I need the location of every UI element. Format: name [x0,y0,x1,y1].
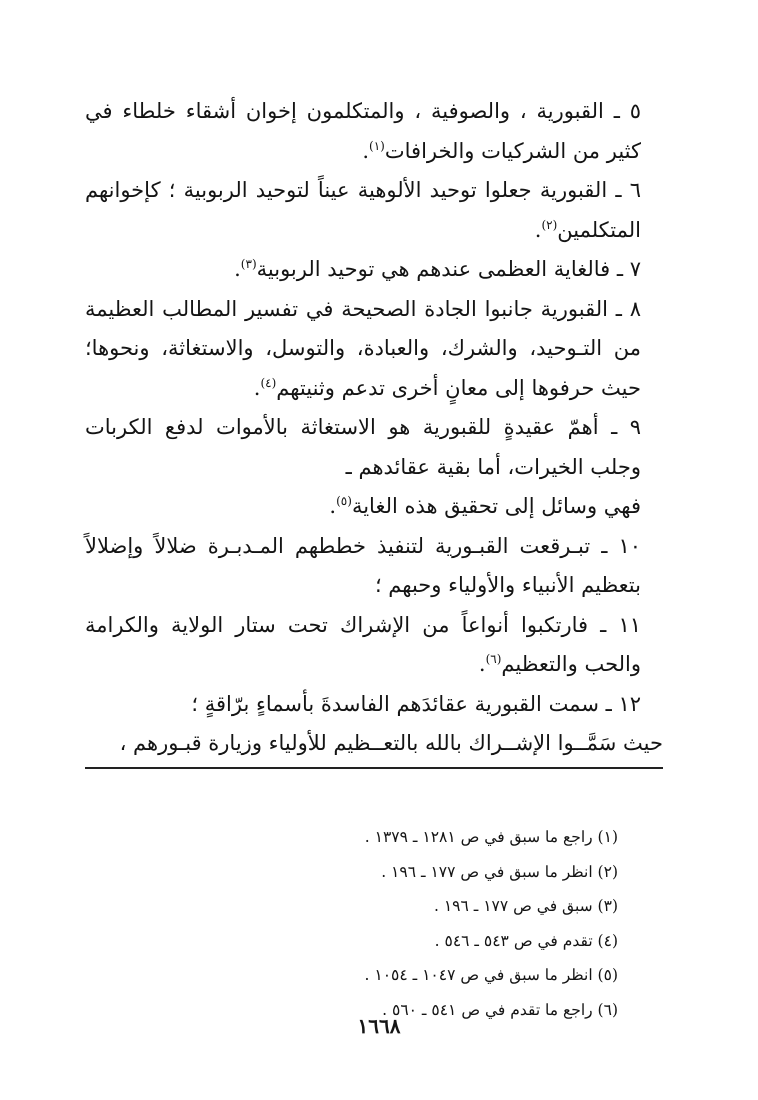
page-number: ١٦٦٨ [357,1014,401,1038]
paragraph-text: ٧ ـ فالغاية العظمى عندهم هي توحيد الربوبية [256,257,641,281]
paragraph-text: ٨ ـ القبورية جانبوا الجادة الصحيحة في تفسير المطالب العظيمة من التـوحيد، والشرك، والعبادة، والتوسل، والاستغاثة، ونحوها؛ حيث حرفوها إلى معانٍ أخرى تدعم وثنيتهم [85,296,641,400]
paragraph-5 [85,92,663,171]
paragraph-text: ١١ ـ فارتكبوا أنواعاً من الإشراك تحت ستار الولاية والكرامة والحب والتعظيم [85,612,641,676]
paragraph-12 [85,685,663,725]
paragraph-end: . [329,494,337,518]
footnote-6: (٦) راجع ما تقدم في ص ٥٤١ ـ ٥٦٠ . [382,1000,618,1019]
paragraph-text: فهي وسائل إلى تحقيق هذه الغاية [351,494,641,518]
footnotes [148,820,618,1027]
paragraph-text: ٥ ـ القبورية ، والصوفية ، والمتكلمون إخوان أشقاء خلطاء في كثير من الشركيات والخرافات [85,99,641,163]
paragraph-text: ٩ ـ أهمّ عقيدةٍ للقبورية هو الاستغاثة بالأموات لدفع الكربات وجلب الخيرات، أما بقية عقائدهم ـ [85,415,641,479]
footnote-marker: (٢) [541,217,558,232]
paragraph-8 [85,290,663,409]
paragraph-end: . [362,138,370,163]
footnote-marker: (٦) [485,652,502,666]
main-text [85,92,663,769]
paragraph-9 [85,408,663,487]
footnote-marker: (٣) [240,257,257,271]
paragraph-text: ٦ ـ القبورية جعلوا توحيد الألوهية عيناً لتوحيد الربوبية ؛ كإخوانهم المتكلمين [85,178,641,242]
paragraph-10 [85,527,663,606]
paragraph-11 [85,606,663,685]
paragraph-end: . [534,217,542,242]
footnote-marker: (٥) [336,494,352,508]
footnote-2: (٢) انظر ما سبق في ص ١٧٧ ـ ١٩٦ . [381,862,618,881]
paragraph-6 [85,171,663,250]
paragraph-text: ١٠ ـ تبـرقعت القبـورية لتنفيذ خططهم المـدبـرة ضلالاً وإضلالاً بتعظيم الأنبياء والأولياء وحبهم ؛ [85,533,641,597]
paragraph-end: . [478,652,486,676]
footnote-5: (٥) انظر ما سبق في ص ١٠٤٧ ـ ١٠٥٤ . [364,966,618,984]
footnote-marker: (٤) [260,375,277,390]
paragraph-end: . [234,257,241,281]
paragraph-9-cont [85,487,663,527]
paragraph-12-cont [85,724,663,769]
footnote-marker: (١) [369,138,385,153]
footnote-1: (١) راجع ما سبق في ص ١٢٨١ ـ ١٣٧٩ . [364,828,618,846]
footnote-3: (٣) سبق في ص ١٧٧ ـ ١٩٦ . [433,897,618,915]
paragraph-7 [85,250,663,290]
footnote-4: (٤) تقدم في ص ٥٤٣ ـ ٥٤٦ . [434,931,618,950]
paragraph-text: حيث سَمَّــوا الإشــراك بالله بالتعــظيم للأولياء وزيارة قبـورهم ، [119,731,663,755]
paragraph-text: ١٢ ـ سمت القبورية عقائدَهم الفاسدةَ بأسماءٍ برّاقةٍ ؛ [191,691,641,716]
paragraph-end: . [253,375,261,400]
